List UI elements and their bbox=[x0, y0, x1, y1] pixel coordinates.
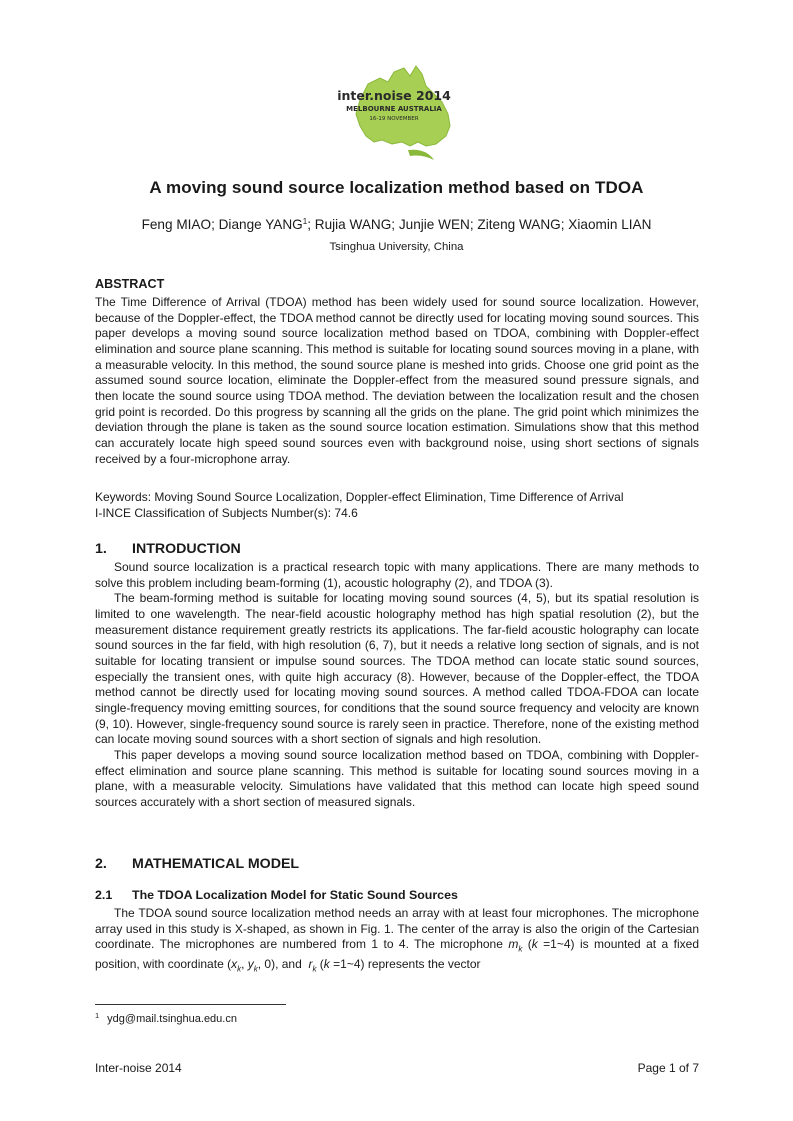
section-1-heading bbox=[95, 541, 241, 557]
author-list bbox=[0, 217, 793, 232]
footnote-marker: 1 bbox=[302, 217, 308, 226]
section-2-1-body bbox=[95, 906, 699, 977]
tdoa-paragraph: The TDOA sound source localization method needs an array with at least four microphones. The microphone array used in this study is X-shaped, as shown in Fig. 1. The center of the array is also the origin of the Cartesian coordinate. The microphones are numbered from 1 to 4. The microphone $m_k$ (k =1~4) is mounted at a fixed position, with coordinate ($x_k$, $y_k$, 0), and $r_k$ (k =1~4) represents the vector bbox=[95, 906, 699, 974]
var-m: m bbox=[508, 937, 519, 952]
footnote-email: ydg@mail.tsinghua.edu.cn bbox=[107, 1013, 237, 1025]
section-2-1-number: 2.1 bbox=[95, 888, 113, 902]
var-r: r bbox=[308, 957, 313, 972]
var-y-sub: k bbox=[253, 964, 258, 974]
tdoa-text-4: =1~4) represents the vector bbox=[333, 957, 481, 972]
boomerang-shape bbox=[408, 150, 434, 160]
var-r-sub: k bbox=[312, 964, 317, 974]
section-1-body bbox=[95, 560, 699, 811]
logo-brand-text: inter.noise 2014 bbox=[337, 88, 451, 103]
tdoa-text-2: =1~4) is mounted at a fixed position, with coordinate ( bbox=[95, 937, 699, 972]
conference-logo bbox=[330, 62, 460, 170]
section-2-1-heading bbox=[95, 888, 458, 902]
footer-page-number: Page 1 of 7 bbox=[637, 1061, 699, 1075]
section-1-number: 1. bbox=[95, 541, 107, 557]
var-k: k bbox=[531, 937, 538, 952]
footnote-number: 1 bbox=[95, 1011, 100, 1020]
intro-paragraph-1: Sound source localization is a practical research topic with many applications. There are many methods to solve this problem including beam-forming (1), acoustic holography (2), and TDOA (3). bbox=[95, 560, 699, 590]
keywords-line: Keywords: Moving Sound Source Localization, Doppler-effect Elimination, Time Difference of Arrival bbox=[95, 490, 624, 504]
abstract-heading: ABSTRACT bbox=[95, 277, 165, 291]
intro-paragraph-3: This paper develops a moving sound source localization method based on TDOA, combining with Doppler-effect elimination and source plane scanning. This method is suitable for locating sound sources moving in a plane, with a measurable velocity. Simulations have validated that this method can locate high speed sound sources accurately with a short section of measured signals. bbox=[95, 747, 699, 809]
footnote bbox=[95, 1011, 237, 1025]
tdoa-text-1: The TDOA sound source localization method needs an array with at least four microphones. The microphone array used in this study is X-shaped, as shown in Fig. 1. The center of the array is also the origin of the Cartesian coordinate. The microphones are numbered from 1 to 4. The microphone bbox=[95, 906, 699, 952]
var-y: y bbox=[247, 957, 254, 972]
var-k-2: k bbox=[323, 957, 330, 972]
footnote-rule bbox=[95, 1004, 286, 1005]
authors-first: Feng MIAO; Diange YANG bbox=[141, 217, 303, 232]
paper-title: A moving sound source localization method based on TDOA bbox=[149, 178, 644, 197]
logo-date-text: 16-19 NOVEMBER bbox=[369, 116, 419, 122]
section-2-1-title: The TDOA Localization Model for Static Sound Sources bbox=[132, 888, 458, 902]
section-2-title: MATHEMATICAL MODEL bbox=[132, 856, 300, 872]
var-k-sub: k bbox=[518, 944, 523, 954]
section-2-number: 2. bbox=[95, 856, 107, 872]
var-x-sub: k bbox=[237, 964, 242, 974]
var-x: x bbox=[231, 957, 238, 972]
authors-rest: ; Rujia WANG; Junjie WEN; Ziteng WANG; Xiaomin LIAN bbox=[307, 217, 652, 232]
affiliation: Tsinghua University, China bbox=[329, 241, 464, 253]
classification-line: I-INCE Classification of Subjects Number(s): 74.6 bbox=[95, 505, 358, 520]
abstract-paragraph: The Time Difference of Arrival (TDOA) method has been widely used for sound source localization. However, because of the Doppler-effect, the TDOA method cannot be directly used for locating moving sound sources. This paper develops a moving sound source localization method based on TDOA, combining with Doppler-effect elimination and source plane scanning. This method is suitable for locating sound sources moving in a plane, with a measurable velocity. In this method, the sound source plane is meshed into grids. Choose one grid point as the assumed sound source location, eliminate the Doppler-effect from the measured sound pressure signals, and then locate the sound source using TDOA method. The deviation between the localization result and the chosen grid point is recorded. Do this progress by scanning all the grids on the plane. The grid point which minimizes the deviation through the plane is taken as the sound source location estimation. Simulations show that this method can accurately locate high speed sound sources even with background noise, using short sections of signals received by a four-microphone array. bbox=[95, 295, 699, 466]
keywords-block bbox=[95, 490, 699, 521]
section-2-heading bbox=[95, 856, 299, 872]
tdoa-text-3: , 0), and bbox=[257, 957, 302, 972]
abstract-body bbox=[95, 295, 699, 467]
footer-conference: Inter-noise 2014 bbox=[95, 1061, 182, 1075]
section-1-title: INTRODUCTION bbox=[132, 541, 241, 557]
logo-city-text: MELBOURNE AUSTRALIA bbox=[346, 105, 442, 113]
intro-paragraph-2: The beam-forming method is suitable for locating moving sound sources (4, 5), but its spatial resolution is limited to one wavelength. The near-field acoustic holography method has high spatial resolution (2), but the measurement distance requirement greatly restricts its applications. The far-field acoustic holography can locate sound sources in the far field, with high resolution (6, 7), but it needs a relative long section of signals, and is not suitable for locating transient or impulse sound sources. The TDOA method can locate static sound sources, especially the transient ones, with quite high accuracy (8). However, because of the Doppler-effect, the TDOA method cannot be directly used for locating moving sound sources. A method called TDOA-FDOA can locate single-frequency moving emitting sources, for conditions that the sound source frequency and velocity are known (9, 10). However, single-frequency sound source is rarely seen in practice. Therefore, none of the existing method can locate moving sound sources with a short section of signals and high resolution. bbox=[95, 591, 699, 747]
